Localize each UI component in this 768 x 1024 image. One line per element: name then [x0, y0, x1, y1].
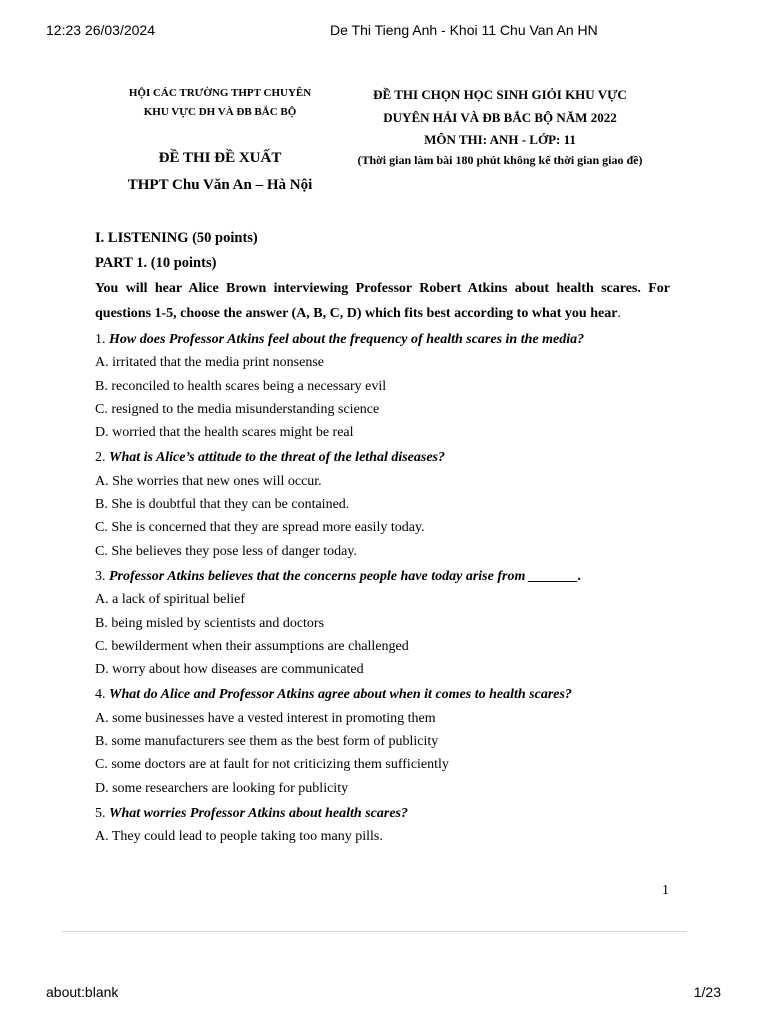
page-number: 1: [662, 883, 669, 898]
print-url: about:blank: [46, 984, 119, 1000]
question-number: 3.: [95, 568, 109, 584]
instruction-period: .: [617, 306, 621, 321]
page-divider: [62, 931, 687, 932]
question: [95, 802, 670, 825]
section-title: I. LISTENING (50 points): [95, 230, 258, 246]
print-header: [0, 22, 768, 42]
answer-option: A. irritated that the media print nonsense: [95, 355, 324, 371]
question-text: How does Professor Atkins feel about the frequency of health scares in the media?: [109, 332, 585, 347]
answer-option: C. bewilderment when their assumptions are challenged: [95, 638, 409, 654]
question-number: 4.: [95, 687, 109, 703]
exam-subject: MÔN THI: ANH - LỚP: 11: [424, 132, 576, 147]
print-page-count: 1/23: [693, 984, 721, 1000]
answer-option: D. some researchers are looking for publicity: [95, 780, 349, 796]
exam-duration: (Thời gian làm bài 180 phút không kể thời gian giao đề): [357, 153, 643, 167]
answer-option: B. She is doubtful that they can be contained.: [95, 497, 350, 513]
answer-option: C. resigned to the media misunderstanding science: [95, 401, 380, 417]
question-text: What is Alice’s attitude to the threat of the lethal diseases?: [109, 450, 446, 466]
answer-option: B. reconciled to health scares being a necessary evil: [95, 378, 387, 394]
answer-option: B. some manufacturers see them as the best form of publicity: [95, 734, 439, 750]
exam-content: [95, 226, 670, 849]
answer-option: B. being misled by scientists and doctors: [95, 615, 325, 631]
exam-title-line1: ĐỀ THI CHỌN HỌC SINH GIỎI KHU VỰC: [373, 87, 627, 102]
association-name: HỘI CÁC TRƯỜNG THPT CHUYÊN: [128, 87, 312, 99]
print-footer: [0, 984, 768, 1004]
answer-option: A. a lack of spiritual belief: [95, 592, 246, 608]
question-list: [95, 328, 670, 849]
question-text: What worries Professor Atkins about health scares?: [109, 805, 408, 821]
print-document-title: De Thi Tieng Anh - Khoi 11 Chu Van An HN: [330, 22, 598, 38]
part-instruction: [95, 276, 670, 326]
answer-option: C. She is concerned that they are spread more easily today.: [95, 520, 425, 536]
part-title: PART 1. (10 points): [95, 255, 217, 271]
association-region: KHU VỰC DH VÀ ĐB BẮC BỘ: [143, 106, 297, 118]
answer-option: D. worried that the health scares might be real: [95, 425, 354, 441]
question: [95, 683, 670, 706]
question-text: Professor Atkins believes that the concerns people have today arise from _______.: [109, 568, 582, 584]
exam-title-line2: DUYÊN HẢI VÀ ĐB BẮC BỘ NĂM 2022: [383, 110, 617, 125]
print-datetime: 12:23 26/03/2024: [46, 22, 155, 38]
question-number: 2.: [95, 450, 109, 466]
question: [95, 328, 670, 351]
question: [95, 446, 670, 469]
answer-option: A. some businesses have a vested interest in promoting them: [95, 710, 436, 726]
answer-option: A. She worries that new ones will occur.: [95, 473, 322, 489]
exam-proposal-label: ĐỀ THI ĐỀ XUẤT: [158, 150, 282, 166]
question-text: What do Alice and Professor Atkins agree about when it comes to health scares?: [109, 687, 572, 703]
answer-option: C. She believes they pose less of danger today.: [95, 543, 357, 559]
school-name: THPT Chu Văn An – Hà Nội: [127, 177, 313, 193]
question: [95, 565, 670, 588]
answer-option: C. some doctors are at fault for not criticizing them sufficiently: [95, 757, 449, 773]
question-number: 1.: [95, 332, 109, 347]
answer-option: A. They could lead to people taking too many pills.: [95, 829, 383, 845]
question-number: 5.: [95, 805, 109, 821]
answer-option: D. worry about how diseases are communicated: [95, 662, 364, 678]
instruction-text: You will hear Alice Brown interviewing Professor Robert Atkins about health scares. For questions 1-5, choose the answer (A, B, C, D) which fits best according to what you hear: [95, 281, 670, 321]
